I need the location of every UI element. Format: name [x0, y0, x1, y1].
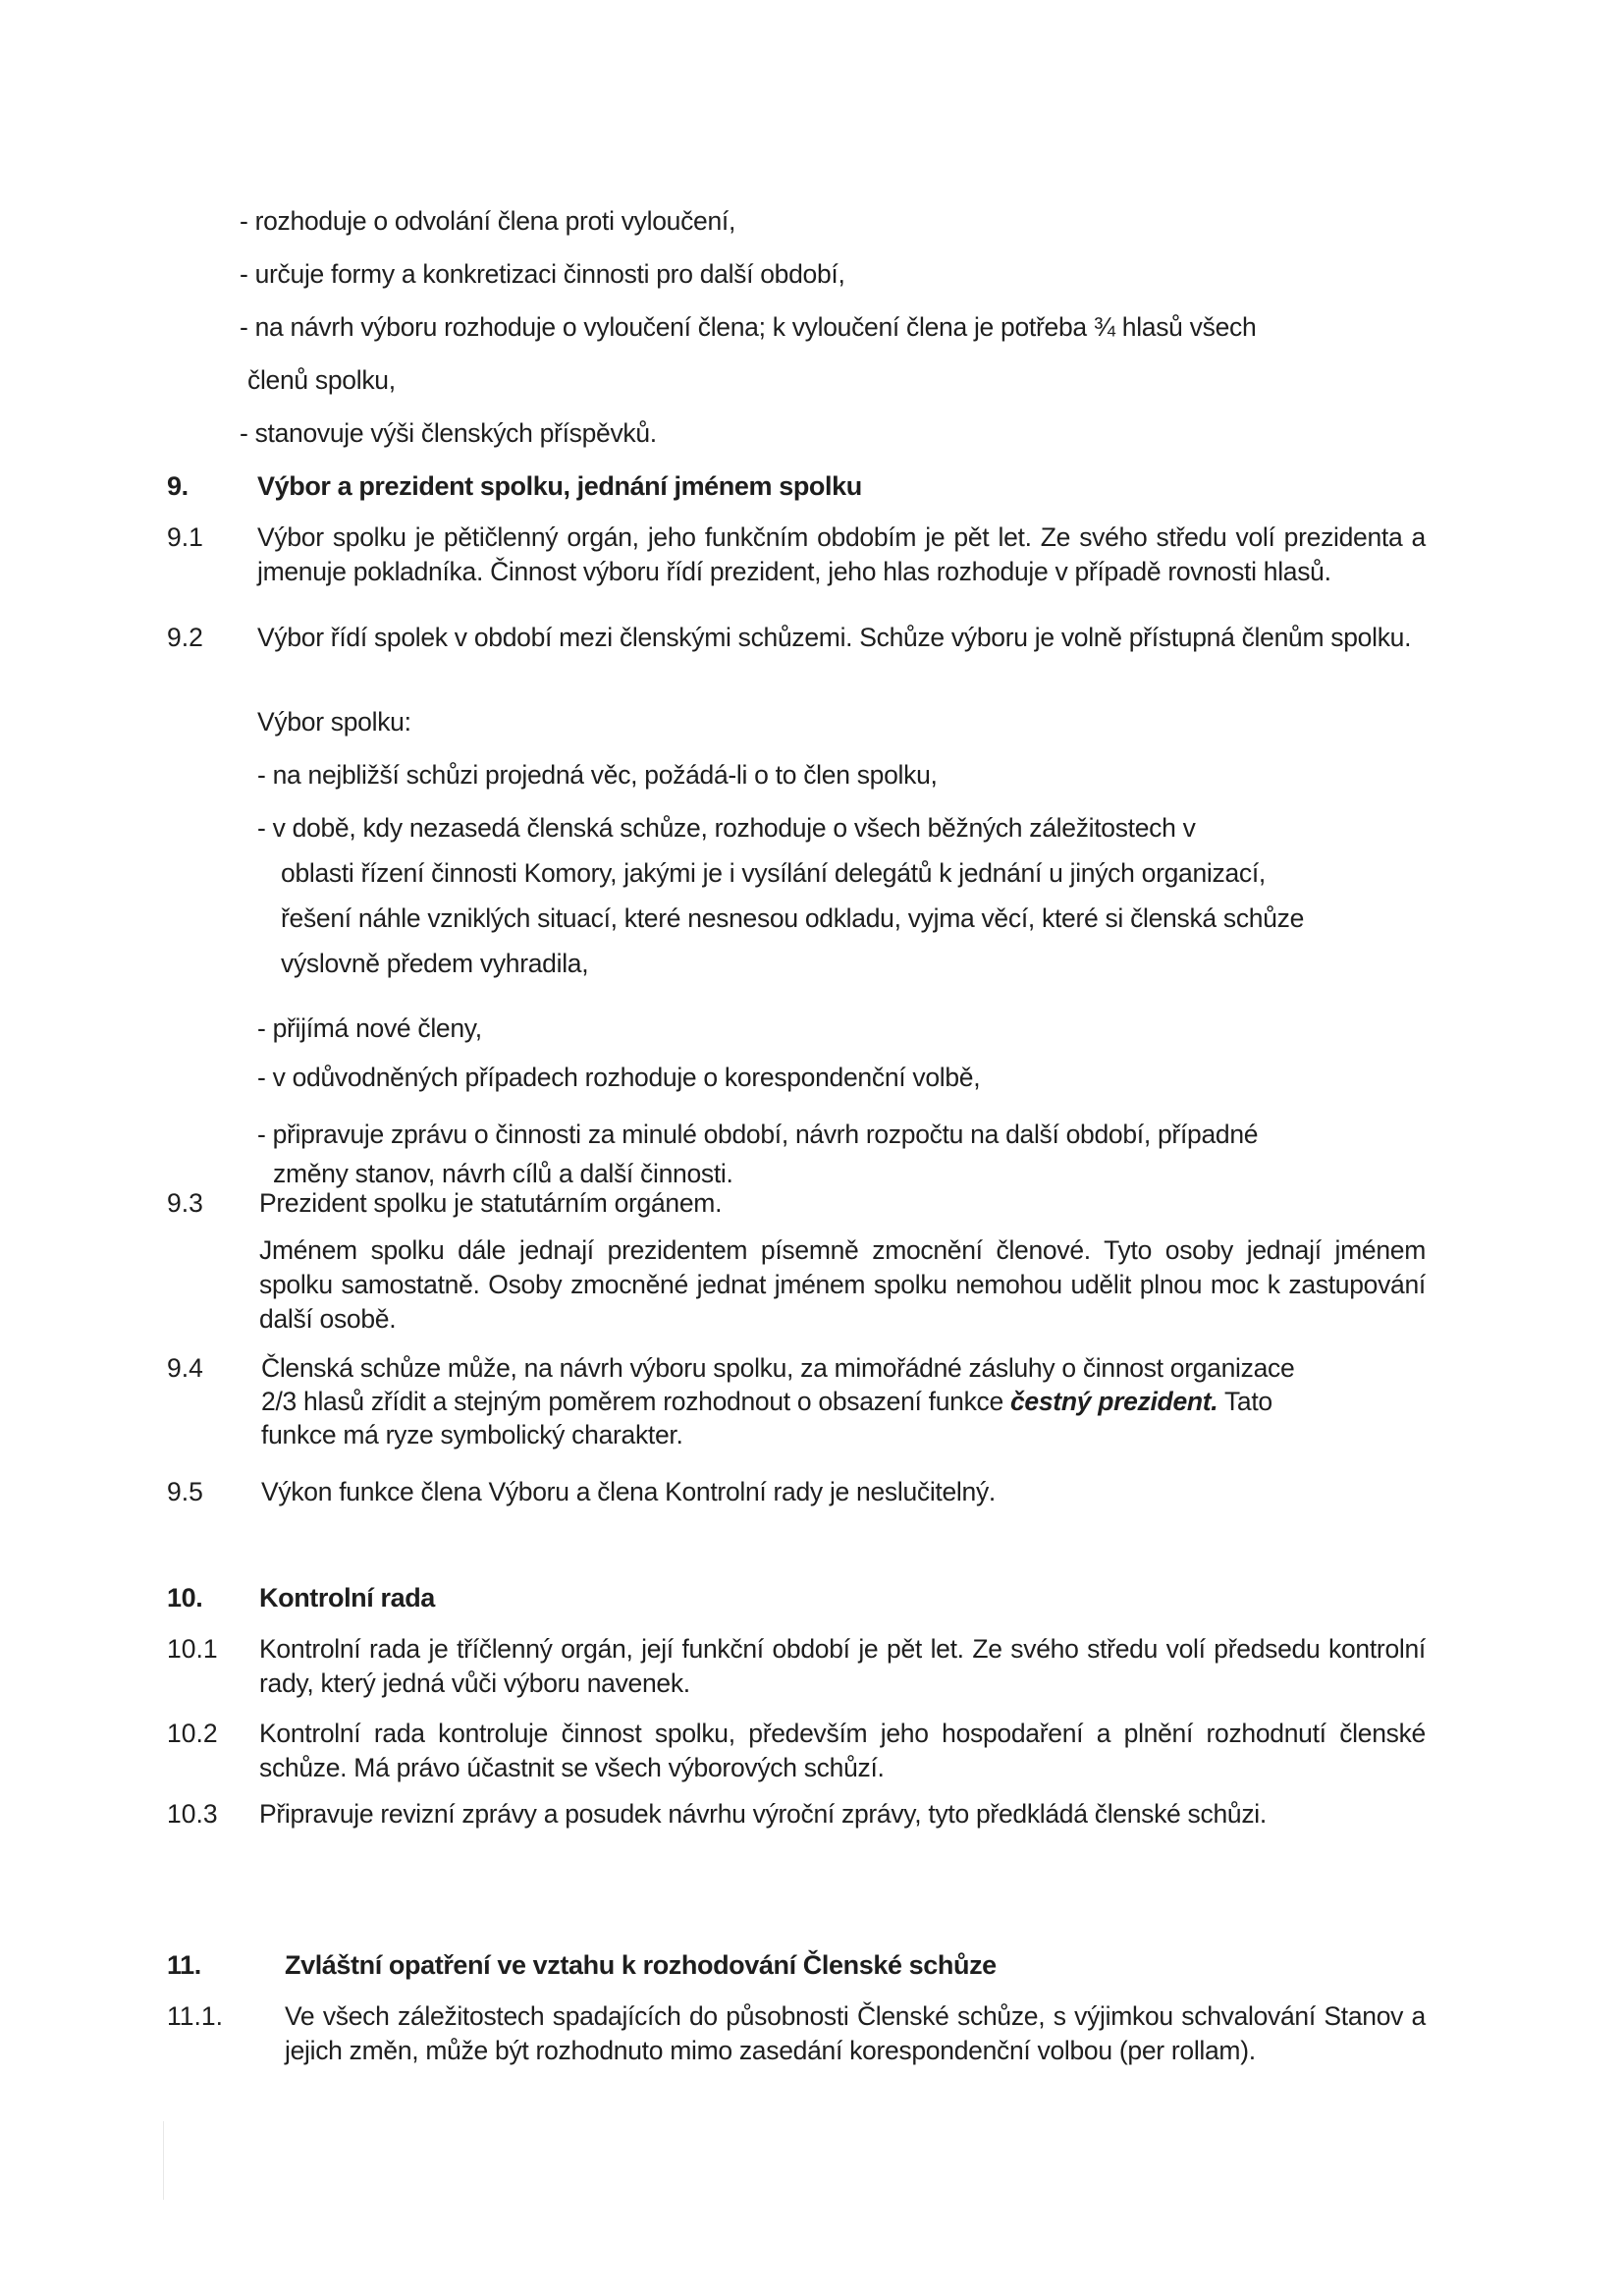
scan-artifact-line: [163, 2121, 164, 2200]
clause-11-1-number: 11.1.: [167, 2001, 223, 2031]
intro-bullet: - určuje formy a konkretizaci činnosti pro další období,: [240, 259, 845, 289]
clause-9-3-text: Prezident spolku je statutárním orgánem.: [259, 1188, 723, 1218]
clause-9-4-line-3: funkce má ryze symbolický charakter.: [261, 1420, 683, 1449]
clause-9-4-line-2: [261, 1385, 1272, 1418]
section-11-title: Zvláštní opatření ve vztahu k rozhodování Členské schůze: [285, 1950, 997, 1980]
committee-bullet-continuation: výslovně předem vyhradila,: [281, 949, 589, 978]
clause-9-4-text-end: Tato: [1217, 1387, 1272, 1416]
clause-10-3-text: Připravuje revizní zprávy a posudek návrhu výroční zprávy, tyto předkládá členské schůzi.: [259, 1799, 1267, 1829]
clause-9-3-number: 9.3: [167, 1188, 203, 1218]
clause-9-1-text: Výbor spolku je pětičlenný orgán, jeho funkčním obdobím je pět let. Ze svého středu volí prezidenta a jmenuje pokladníka. Činnost výboru řídí prezident, jeho hlas rozhoduje v případě rovnosti hlasů.: [257, 522, 1426, 586]
clause-10-1-text: Kontrolní rada je tříčlenný orgán, její funkční období je pět let. Ze svého středu volí předsedu kontrolní rady, který jedná vůči výboru navenek.: [259, 1634, 1426, 1698]
clause-10-1-number: 10.1: [167, 1634, 218, 1664]
committee-bullet: - připravuje zprávu o činnosti za minulé období, návrh rozpočtu na další období, případné: [257, 1120, 1259, 1149]
clause-9-2-number: 9.2: [167, 623, 203, 652]
clause-9-4-text: 2/3 hlasů zřídit a stejným poměrem rozhodnout o obsazení funkce: [261, 1387, 1010, 1416]
clause-9-3-text-continued: Jménem spolku dále jednají prezidentem písemně zmocnění členové. Tyto osoby jednají jménem spolku samostatně. Osoby zmocněné jednat jménem spolku nemohou udělit plnou moc k zastupování další osobě.: [259, 1235, 1426, 1334]
section-10-number: 10.: [167, 1583, 203, 1613]
clause-11-1-text: Ve všech záležitostech spadajících do působnosti Členské schůze, s výjimkou schvalování Stanov a jejich změn, může být rozhodnuto mimo zasedání korespondenční volbou (per rollam).: [285, 2001, 1426, 2065]
clause-9-4-number: 9.4: [167, 1353, 203, 1383]
clause-10-2-number: 10.2: [167, 1719, 218, 1748]
clause-9-5-number: 9.5: [167, 1477, 203, 1506]
committee-bullet: - přijímá nové členy,: [257, 1013, 482, 1043]
clause-9-2-text: Výbor řídí spolek v období mezi členskými schůzemi. Schůze výboru je volně přístupná členům spolku.: [257, 623, 1412, 652]
committee-bullet-continuation: změny stanov, návrh cílů a další činnosti.: [273, 1159, 733, 1188]
intro-bullet: - rozhoduje o odvolání člena proti vyloučení,: [240, 206, 736, 236]
section-9-title: Výbor a prezident spolku, jednání jménem spolku: [257, 471, 862, 501]
honorary-president-emphasis: čestný prezident.: [1009, 1387, 1218, 1416]
committee-bullet: - na nejbližší schůzi projedná věc, požádá-li o to člen spolku,: [257, 760, 938, 790]
clause-9-1-number: 9.1: [167, 522, 203, 552]
intro-bullet: - stanovuje výši členských příspěvků.: [240, 418, 657, 448]
intro-bullet: - na návrh výboru rozhoduje o vyloučení člena; k vyloučení člena je potřeba ¾ hlasů všech: [240, 312, 1257, 342]
section-11-number: 11.: [167, 1950, 201, 1980]
clause-9-4-line-1: Členská schůze může, na návrh výboru spolku, za mimořádné zásluhy o činnost organizace: [261, 1353, 1295, 1383]
section-9-number: 9.: [167, 471, 189, 501]
clause-10-3-number: 10.3: [167, 1799, 218, 1829]
committee-bullet: - v odůvodněných případech rozhoduje o korespondenční volbě,: [257, 1063, 981, 1092]
section-10-title: Kontrolní rada: [259, 1583, 435, 1613]
clause-10-2-text: Kontrolní rada kontroluje činnost spolku, především jeho hospodaření a plnění rozhodnutí členské schůze. Má právo účastnit se všech výborových schůzí.: [259, 1719, 1426, 1782]
intro-bullet-continuation: členů spolku,: [247, 365, 396, 395]
committee-bullet-continuation: oblasti řízení činnosti Komory, jakými je i vysílání delegátů k jednání u jiných organizací,: [281, 858, 1266, 888]
committee-bullet: - v době, kdy nezasedá členská schůze, rozhoduje o všech běžných záležitostech v: [257, 813, 1196, 843]
clause-9-5-text: Výkon funkce člena Výboru a člena Kontrolní rady je neslučitelný.: [261, 1477, 996, 1506]
committee-bullet-continuation: řešení náhle vzniklých situací, které nesnesou odkladu, vyjma věcí, které si členská schůze: [281, 903, 1305, 933]
clause-9-2-subheading: Výbor spolku:: [257, 707, 411, 737]
